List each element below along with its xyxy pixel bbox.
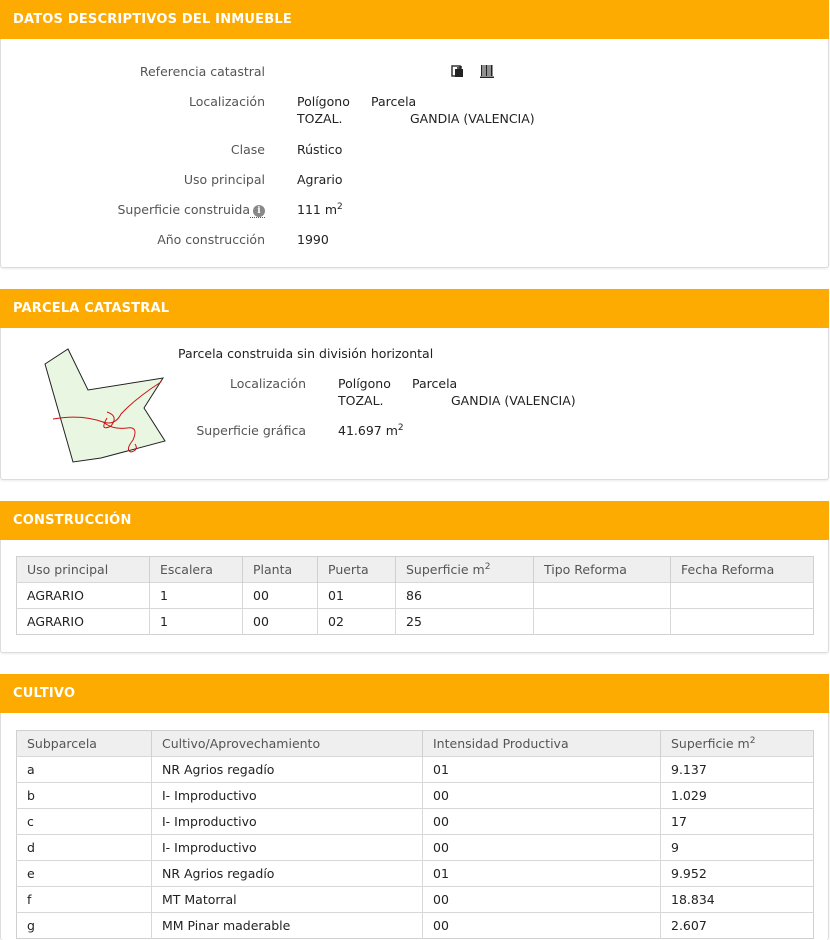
clase-value: Rústico: [297, 142, 343, 157]
table-row: [17, 783, 814, 809]
cell: [671, 609, 814, 635]
loc-label: Localización: [188, 94, 265, 109]
cell: 00: [423, 887, 661, 913]
cell: I- Improductivo: [152, 835, 423, 861]
col-cultivo: Cultivo/Aprovechamiento: [152, 731, 423, 757]
cell: 00: [423, 835, 661, 861]
col-planta: Planta: [243, 557, 318, 583]
cell: d: [17, 835, 152, 861]
col-superficie-cultivo-label: Superficie m: [671, 736, 750, 751]
cell: [671, 583, 814, 609]
col-superficie-label: Superficie m: [406, 562, 485, 577]
cell: a: [17, 757, 152, 783]
datos-header: DATOS DESCRIPTIVOS DEL INMUEBLE: [0, 0, 829, 39]
cultivo-panel: [0, 674, 829, 940]
cell: 01: [423, 757, 661, 783]
barcode-icon[interactable]: [480, 64, 494, 78]
parcela-sup-value: 41.697 m: [338, 423, 398, 438]
copy-icon[interactable]: [451, 64, 465, 78]
cell: 00: [243, 583, 318, 609]
table-row: [17, 861, 814, 887]
col-puerta: Puerta: [318, 557, 396, 583]
parcela-loc-municipio: GANDIA (VALENCIA): [451, 393, 576, 408]
col-subparcela: Subparcela: [17, 731, 152, 757]
cell: NR Agrios regadío: [152, 757, 423, 783]
cell: g: [17, 913, 152, 939]
parcela-sup-wrap: [338, 423, 404, 438]
parcela-header: PARCELA CATASTRAL: [0, 289, 829, 328]
parcela-loc-parcela: Parcela: [412, 376, 458, 391]
parcel-map[interactable]: [41, 346, 171, 466]
col-superficie-cultivo: [661, 731, 814, 757]
info-icon-wrap[interactable]: [250, 202, 265, 218]
ref-label: Referencia catastral: [139, 64, 265, 79]
table-row: [17, 887, 814, 913]
cell: c: [17, 809, 152, 835]
clase-label: Clase: [230, 142, 265, 157]
cell: 2.607: [661, 913, 814, 939]
uso-value: Agrario: [297, 172, 343, 187]
parcela-loc-poligono: Polígono: [338, 376, 391, 391]
cell: b: [17, 783, 152, 809]
cell: I- Improductivo: [152, 783, 423, 809]
parcela-loc-label: Localización: [229, 376, 306, 391]
cell: 9: [661, 835, 814, 861]
cell: 00: [423, 809, 661, 835]
cell: MT Matorral: [152, 887, 423, 913]
cell: [534, 609, 671, 635]
col-tipo-reforma: Tipo Reforma: [534, 557, 671, 583]
cell: 86: [396, 583, 534, 609]
cell: 9.952: [661, 861, 814, 887]
cell: [534, 583, 671, 609]
anio-value: 1990: [297, 232, 329, 247]
cell: 25: [396, 609, 534, 635]
table-row: [17, 583, 814, 609]
parcela-loc-paraje: TOZAL.: [338, 393, 384, 408]
cell: 00: [243, 609, 318, 635]
superficie-sup: 2: [337, 201, 343, 212]
col-escalera: Escalera: [150, 557, 243, 583]
cell: 9.137: [661, 757, 814, 783]
loc-poligono: Polígono: [297, 94, 350, 109]
loc-paraje: TOZAL.: [297, 111, 343, 126]
construccion-header: CONSTRUCCIÓN: [0, 501, 829, 540]
cell: NR Agrios regadío: [152, 861, 423, 887]
cell: e: [17, 861, 152, 887]
loc-municipio: GANDIA (VALENCIA): [410, 111, 535, 126]
table-row: [17, 609, 814, 635]
parcela-subtitle: Parcela construida sin división horizontal: [178, 346, 434, 361]
col-intensidad: Intensidad Productiva: [423, 731, 661, 757]
cell: I- Improductivo: [152, 809, 423, 835]
cell: AGRARIO: [17, 609, 150, 635]
cell: AGRARIO: [17, 583, 150, 609]
cultivo-header-row: [17, 731, 814, 757]
superficie-label: Superficie construida: [117, 202, 250, 217]
cell: 00: [423, 783, 661, 809]
cultivo-header: CULTIVO: [0, 674, 829, 713]
cell: 01: [423, 861, 661, 887]
parcela-sup-mark: 2: [397, 422, 404, 433]
table-row: [17, 809, 814, 835]
cell: 18.834: [661, 887, 814, 913]
cell: 17: [661, 809, 814, 835]
parcela-panel: [0, 289, 829, 480]
cell: MM Pinar maderable: [152, 913, 423, 939]
construccion-panel: [0, 501, 829, 653]
cell: 00: [423, 913, 661, 939]
superficie-label-wrap: [118, 202, 266, 217]
table-row: [17, 913, 814, 939]
superficie-value-wrap: [297, 202, 343, 217]
col-superficie-cultivo-sup: 2: [749, 735, 756, 746]
table-row: [17, 835, 814, 861]
cell: 02: [318, 609, 396, 635]
cell: 1: [150, 583, 243, 609]
cell: f: [17, 887, 152, 913]
table-row: [17, 757, 814, 783]
parcela-sup-label: Superficie gráfica: [196, 423, 306, 438]
anio-label: Año construcción: [157, 232, 265, 247]
uso-label: Uso principal: [183, 172, 265, 187]
col-superficie-sup: 2: [484, 561, 491, 572]
cell: 1.029: [661, 783, 814, 809]
cell: 01: [318, 583, 396, 609]
superficie-value: 111 m: [297, 202, 338, 217]
col-uso: Uso principal: [17, 557, 150, 583]
info-icon[interactable]: i: [253, 205, 265, 217]
construccion-header-row: [17, 557, 814, 583]
cell: 1: [150, 609, 243, 635]
construccion-table: [16, 556, 814, 635]
col-superficie: [396, 557, 534, 583]
datos-panel: [0, 0, 829, 268]
col-fecha-reforma: Fecha Reforma: [671, 557, 814, 583]
cultivo-table: [16, 730, 814, 939]
loc-parcela: Parcela: [371, 94, 417, 109]
